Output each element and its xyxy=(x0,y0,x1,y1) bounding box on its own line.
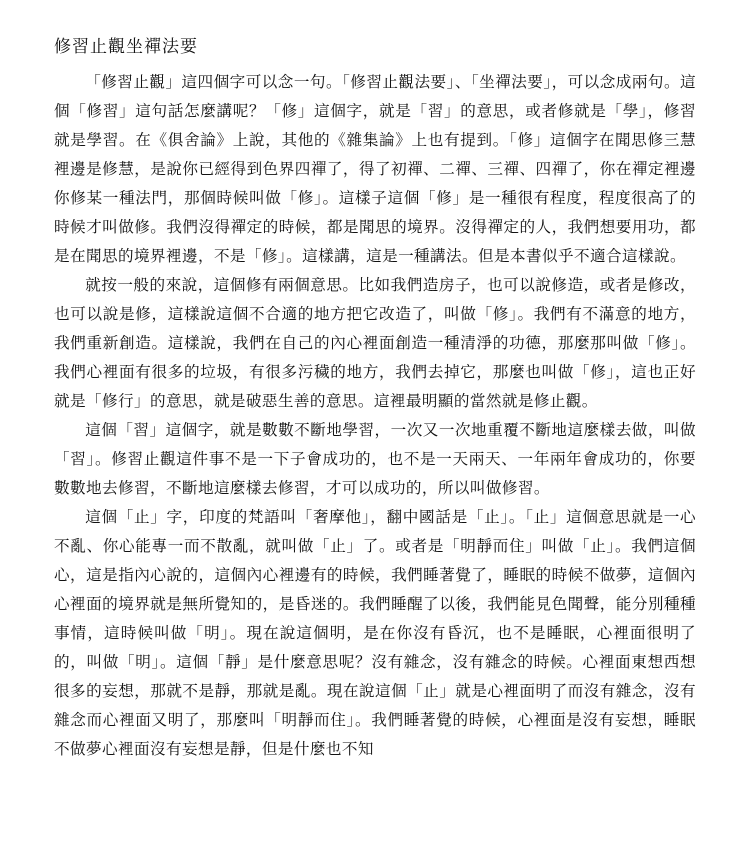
document-title: 修習止觀坐禪法要 xyxy=(54,37,198,57)
paragraph-2: 就按一般的來說，這個修有兩個意思。比如我們造房子，也可以說修造，或者是修改，也可以說是修，這樣說這個不合適的地方把它改造了，叫做「修」。我們有不滿意的地方，我們重新創造。這樣說，我們在自己的內心裡面創造一種清淨的功德，那麼那叫做「修」。我們心裡面有很多的垃圾，有很多污穢的地方，我們去掉它，那麼也叫做「修」，這也正好就是「修行」的意思，就是破惡生善的意思。這裡最明顯的當然就是修止觀。 xyxy=(54,276,696,410)
paragraph-4: 這個「止」字，印度的梵語叫「奢摩他」，翻中國話是「止」。「止」這個意思就是一心不亂、你心能專一而不散亂，就叫做「止」了。或者是「明靜而住」叫做「止」。我們這個心，這是指內心說的，這個內心裡邊有的時候，我們睡著覺了，睡眠的時候不做夢，這個內心裡面的境界就是無所覺知的，是昏迷的。我們睡醒了以後，我們能見色聞聲，能分別種種事情，這時候叫做「明」。現在說這個明，是在你沒有昏沉，也不是睡眠，心裡面很明了的，叫做「明」。這個「靜」是什麼意思呢？沒有雜念，沒有雜念的時候。心裡面東想西想很多的妄想，那就不是靜，那就是亂。現在說這個「止」就是心裡面明了而沒有雜念，沒有雜念而心裡面又明了，那麼叫「明靜而住」。我們睡著覺的時候，心裡面是沒有妄想，睡眠不做夢心裡面沒有妄想是靜，但是什麼也不知 xyxy=(54,508,696,758)
paragraph-1: 「修習止觀」這四個字可以念一句。「修習止觀法要」、「坐禪法要」，可以念成兩句。這個「修習」這句話怎麼講呢？「修」這個字，就是「習」的意思，或者修就是「學」，修習就是學習。在《俱舍論》上說，其他的《雜集論》上也有提到。「修」這個字在聞思修三慧裡邊是修慧，是說你已經得到色界四禪了，得了初禪、二禪、三禪、四禪了，你在禪定裡邊你修某一種法門，那個時候叫做「修」。這樣子這個「修」是一種很有程度，程度很高了的時候才叫做修。我們沒得禪定的時候，都是聞思的境界。沒得禪定的人，我們想要用功，都是在聞思的境界裡邊，不是「修」。這樣講，這是一種講法。但是本書似乎不適合這樣說。 xyxy=(54,73,696,265)
paragraph-3: 這個「習」這個字，就是數數不斷地學習，一次又一次地重覆不斷地這麼樣去做，叫做「習」。修習止觀這件事不是一下子會成功的，也不是一天兩天、一年兩年會成功的，你要數數地去修習，不斷地這麼樣去修習，才可以成功的，所以叫做修習。 xyxy=(54,421,696,497)
